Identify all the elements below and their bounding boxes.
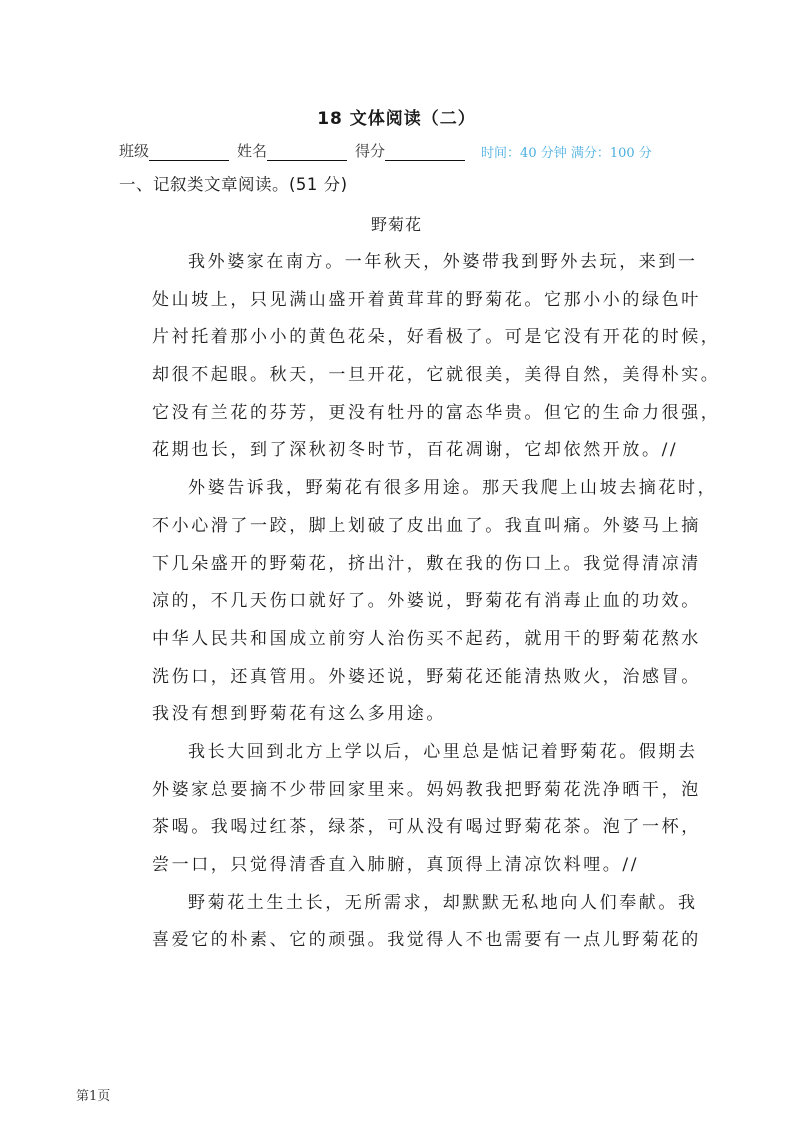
name-label: 姓名 bbox=[237, 142, 268, 160]
paragraph-1-line: 片衬托着那小小的黄色花朵，好看极了。可是它没有开花的时候， bbox=[152, 327, 721, 348]
section-heading: 一、记叙类文章阅读。(51 分) bbox=[119, 175, 348, 194]
page-number: 第1页 bbox=[76, 1089, 111, 1104]
score-blank[interactable] bbox=[385, 144, 465, 161]
paragraph-1-line: 我外婆家在南方。一年秋天，外婆带我到野外去玩，来到一 bbox=[188, 252, 698, 272]
class-label: 班级 bbox=[119, 142, 150, 160]
paragraph-2-line: 外婆告诉我，野菊花有很多用途。那天我爬上山坡去摘花时， bbox=[188, 478, 718, 499]
article-title: 野菊花 bbox=[370, 215, 422, 234]
paragraph-1-line: 它没有兰花的芬芳，更没有牡丹的富态华贵。但它的生命力很强， bbox=[152, 402, 721, 423]
score-label: 得分 bbox=[355, 142, 386, 160]
paragraph-3-line: 茶喝。我喝过红茶，绿茶，可从没有喝过野菊花茶。泡了一杯， bbox=[152, 817, 701, 838]
paragraph-1-line: 处山坡上，只见满山盛开着黄茸茸的野菊花。它那小小的绿色叶 bbox=[152, 289, 701, 310]
article-body bbox=[152, 248, 721, 964]
paragraph-1-line: 却很不起眼。秋天，一旦开花，它就很美，美得自然，美得朴实。 bbox=[152, 365, 721, 386]
exam-time-and-score: 时间：40 分钟 满分：100 分 bbox=[481, 146, 652, 161]
paragraph-3-line: 外婆家总要摘不少带回家里来。妈妈教我把野菊花洗净晒干，泡 bbox=[152, 779, 701, 800]
paragraph-2-line: 中华人民共和国成立前穷人治伤买不起药，就用干的野菊花熬水 bbox=[152, 628, 701, 649]
page-title: 18 文体阅读（二） bbox=[317, 109, 476, 129]
paragraph-4-line: 喜爱它的朴素、它的顽强。我觉得人不也需要有一点儿野菊花的 bbox=[152, 930, 701, 951]
paragraph-3-line: 尝一口，只觉得清香直入肺腑，真顶得上清凉饮料哩。// bbox=[152, 855, 640, 875]
paragraph-2-line: 凉的，不几天伤口就好了。外婆说，野菊花有消毒止血的功效。 bbox=[152, 591, 701, 612]
paragraph-2-line: 我没有想到野菊花有这么多用途。 bbox=[152, 704, 446, 725]
student-info-row bbox=[119, 139, 679, 161]
paragraph-2-line: 下几朵盛开的野菊花，挤出汁，敷在我的伤口上。我觉得清凉清 bbox=[152, 553, 701, 574]
class-blank[interactable] bbox=[149, 144, 229, 161]
name-blank[interactable] bbox=[267, 144, 347, 161]
paragraph-2-line: 不小心滑了一跤，脚上划破了皮出血了。我直叫痛。外婆马上摘 bbox=[152, 515, 701, 536]
paragraph-4-line: 野菊花土生土长，无所需求，却默默无私地向人们奉献。我 bbox=[188, 892, 698, 913]
paragraph-1-line: 花期也长，到了深秋初冬时节，百花凋谢，它却依然开放。// bbox=[152, 440, 679, 461]
paragraph-3-line: 我长大回到北方上学以后，心里总是惦记着野菊花。假期去 bbox=[188, 741, 698, 762]
paragraph-2-line: 洗伤口，还真管用。外婆还说，野菊花还能清热败火，治感冒。 bbox=[152, 666, 701, 687]
